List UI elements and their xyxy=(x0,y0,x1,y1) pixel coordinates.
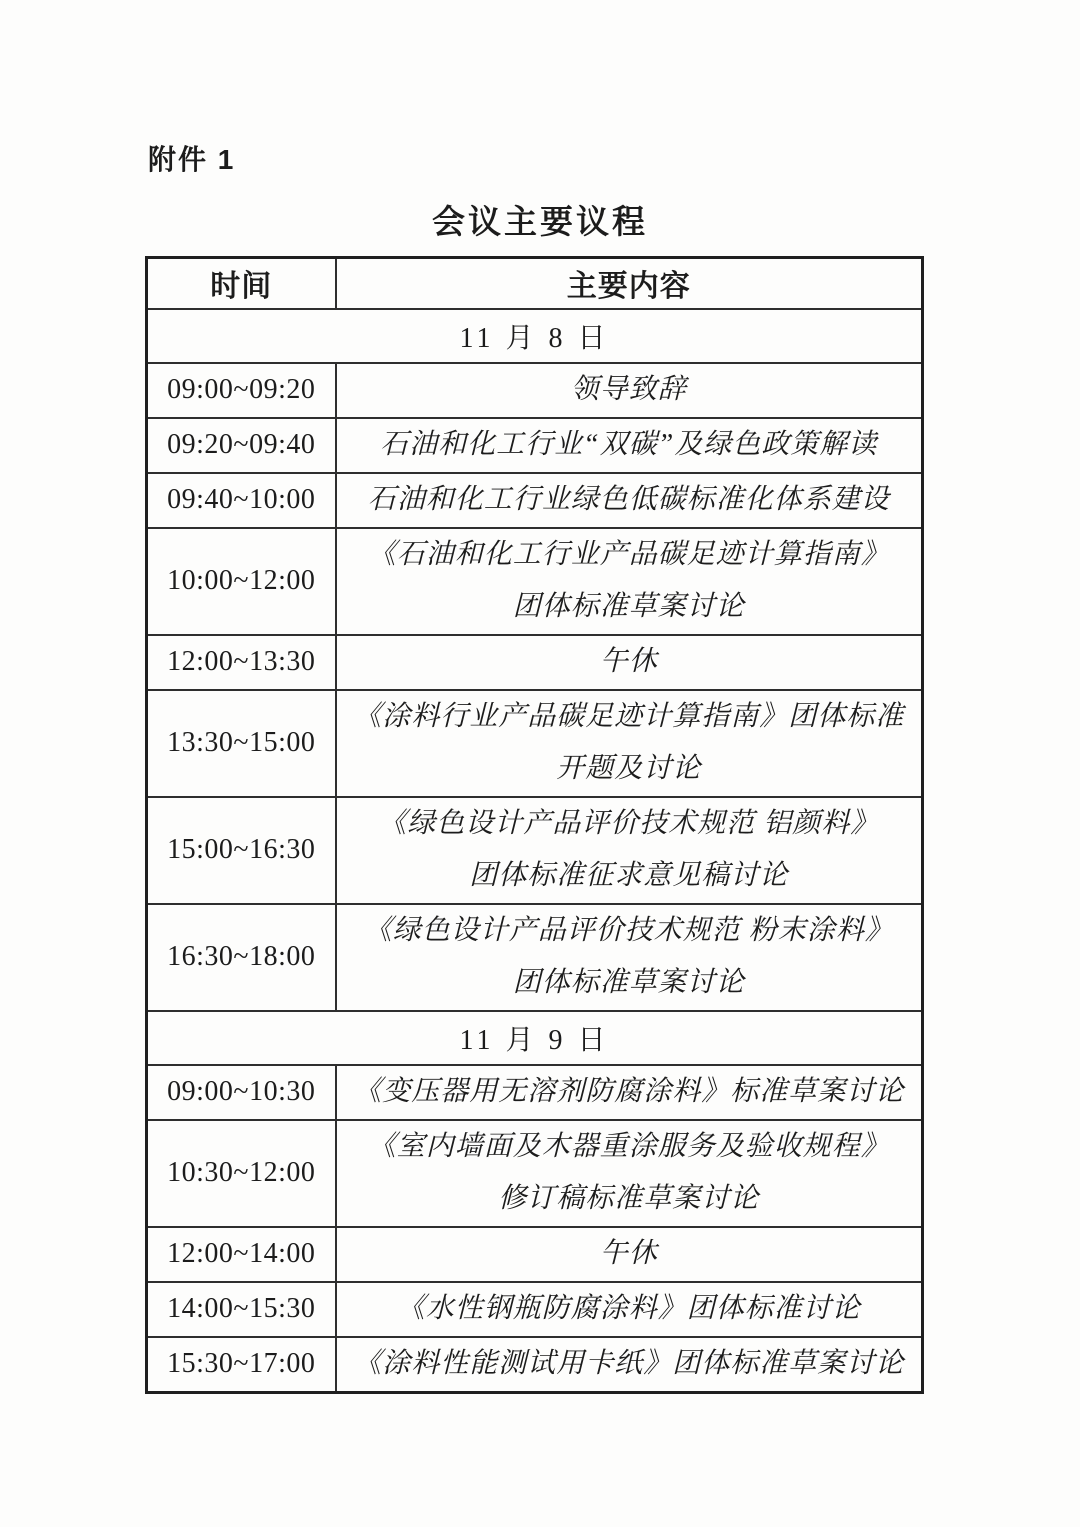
table-row xyxy=(147,1120,923,1227)
table-header-row xyxy=(147,258,923,309)
content-line: 开题及讨论 xyxy=(556,753,702,785)
content-line: 团体标准征求意见稿讨论 xyxy=(469,860,789,892)
time-cell: 09:40~10:00 xyxy=(147,473,336,528)
content-cell xyxy=(336,1282,923,1337)
time-cell: 13:30~15:00 xyxy=(147,690,336,797)
content-cell xyxy=(336,473,923,528)
time-cell: 10:00~12:00 xyxy=(147,528,336,635)
time-cell: 12:00~13:30 xyxy=(147,635,336,690)
table-row xyxy=(147,635,923,690)
content-cell xyxy=(336,1120,923,1227)
date-cell: 11 月 9 日 xyxy=(147,1011,923,1065)
date-row xyxy=(147,309,923,363)
attachment-label: 附件 1 xyxy=(148,144,236,175)
table-row xyxy=(147,1337,923,1393)
table-row xyxy=(147,418,923,473)
content-cell xyxy=(336,418,923,473)
content-cell xyxy=(336,1065,923,1120)
page-title: 会议主要议程 xyxy=(432,203,648,240)
table-row xyxy=(147,363,923,418)
content-line: 石油和化工行业绿色低碳标准化体系建设 xyxy=(367,484,890,515)
time-cell: 15:00~16:30 xyxy=(147,797,336,904)
table-row xyxy=(147,1282,923,1337)
agenda-table xyxy=(145,256,924,1394)
content-line: 《绿色设计产品评价技术规范 铝颜料》 xyxy=(378,807,880,839)
content-cell xyxy=(336,1227,923,1282)
content-line: 《绿色设计产品评价技术规范 粉末涂料》 xyxy=(363,914,894,946)
content-line: 团体标准草案讨论 xyxy=(512,967,745,999)
date-cell: 11 月 8 日 xyxy=(147,309,923,363)
content-line: 《室内墙面及木器重涂服务及验收规程》 xyxy=(367,1130,890,1162)
table-row xyxy=(147,797,923,904)
time-cell: 14:00~15:30 xyxy=(147,1282,336,1337)
table-row xyxy=(147,690,923,797)
content-cell xyxy=(336,797,923,904)
content-cell xyxy=(336,635,923,690)
content-cell xyxy=(336,690,923,797)
content-line: 《涂料行业产品碳足迹计算指南》团体标准 xyxy=(353,700,905,732)
content-line: 修订稿标准草案讨论 xyxy=(498,1183,760,1215)
time-cell: 16:30~18:00 xyxy=(147,904,336,1011)
content-line: 《石油和化工行业产品碳足迹计算指南》 xyxy=(367,538,890,570)
content-line: 《水性钢瓶防腐涂料》团体标准讨论 xyxy=(396,1293,861,1324)
content-cell xyxy=(336,528,923,635)
content-cell xyxy=(336,904,923,1011)
table-row xyxy=(147,1065,923,1120)
content-line: 午休 xyxy=(599,1238,658,1269)
content-cell xyxy=(336,363,923,418)
content-line: 《变压器用无溶剂防腐涂料》标准草案讨论 xyxy=(353,1076,905,1107)
content-line: 《涂料性能测试用卡纸》团体标准草案讨论 xyxy=(353,1348,905,1379)
time-cell: 09:00~10:30 xyxy=(147,1065,336,1120)
time-cell: 12:00~14:00 xyxy=(147,1227,336,1282)
table-row xyxy=(147,528,923,635)
content-line: 午休 xyxy=(599,646,658,677)
content-cell xyxy=(336,1337,923,1393)
content-line: 石油和化工行业“双碳”及绿色政策解读 xyxy=(380,429,878,460)
content-line: 团体标准草案讨论 xyxy=(512,591,745,623)
time-cell: 15:30~17:00 xyxy=(147,1337,336,1393)
table-row xyxy=(147,904,923,1011)
header-cell-time: 时间 xyxy=(147,258,336,309)
content-line: 领导致辞 xyxy=(570,374,687,405)
table-row xyxy=(147,473,923,528)
date-row xyxy=(147,1011,923,1065)
time-cell: 09:00~09:20 xyxy=(147,363,336,418)
table-row xyxy=(147,1227,923,1282)
time-cell: 09:20~09:40 xyxy=(147,418,336,473)
header-cell-content: 主要内容 xyxy=(336,258,923,309)
time-cell: 10:30~12:00 xyxy=(147,1120,336,1227)
